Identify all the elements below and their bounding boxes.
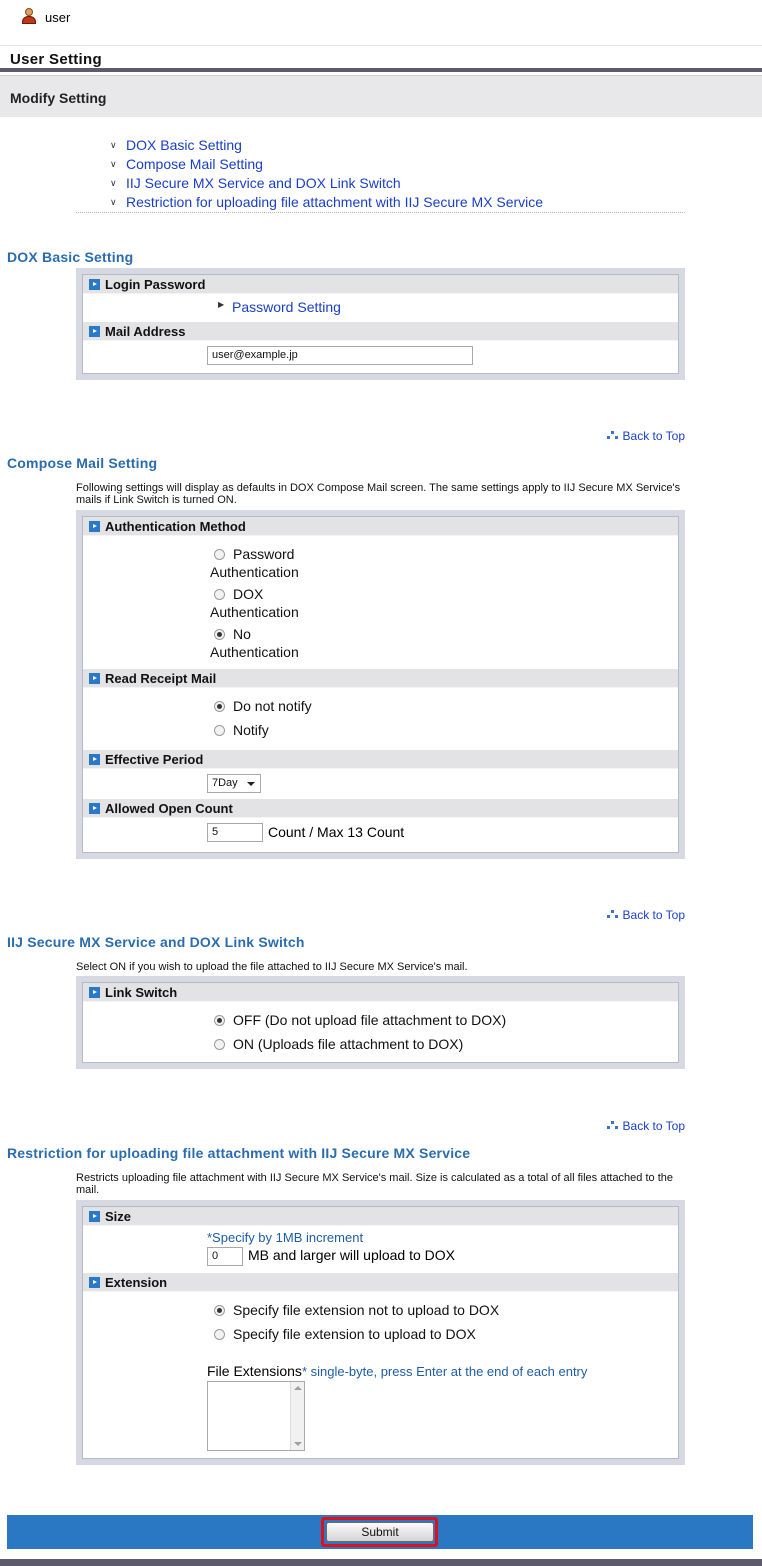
radio-button[interactable]: [214, 725, 225, 736]
scrollbar[interactable]: [290, 1382, 304, 1450]
scroll-down-icon: [294, 1442, 302, 1446]
bottom-divider: [0, 1559, 762, 1566]
size-suffix: MB and larger will upload to DOX: [248, 1247, 455, 1263]
chevron-down-icon: ∨: [110, 197, 117, 207]
select-value: 7Day: [212, 777, 238, 789]
chevron-down-icon: ∨: [110, 140, 117, 150]
back-to-top-label: Back to Top: [622, 1119, 685, 1133]
link-switch-description: Select ON if you wish to upload the file attached to IIJ Secure MX Service's mail.: [76, 961, 468, 973]
back-to-top-icon: [607, 1121, 619, 1131]
user-bar: [0, 0, 762, 46]
radio-label: Notify: [233, 722, 269, 738]
open-count-suffix: Count / Max 13 Count: [268, 824, 405, 840]
divider: [76, 212, 685, 213]
file-extensions-label: [207, 1363, 587, 1379]
back-to-top-link[interactable]: [607, 429, 685, 443]
open-count-input[interactable]: 5: [207, 823, 263, 842]
file-extensions-textarea[interactable]: [207, 1381, 305, 1451]
radio-label-continued: Authentication: [210, 564, 299, 580]
file-extensions-text: File Extensions: [207, 1363, 302, 1379]
mail-address-input[interactable]: user@example.jp: [207, 346, 473, 365]
size-note: *Specify by 1MB increment: [207, 1230, 364, 1245]
mail-address-header: [83, 322, 678, 341]
back-to-top-label: Back to Top: [622, 429, 685, 443]
open-count-header: [83, 799, 678, 818]
radio-button-selected[interactable]: [214, 1305, 225, 1316]
auth-option-none[interactable]: [210, 626, 251, 642]
extension-label: Extension: [105, 1275, 168, 1290]
radio-button-selected[interactable]: [214, 701, 225, 712]
radio-button-selected[interactable]: [214, 629, 225, 640]
size-label: Size: [105, 1209, 132, 1224]
auth-option-dox[interactable]: [210, 586, 263, 602]
toc-item-basic[interactable]: [110, 136, 543, 155]
size-input[interactable]: 0: [207, 1247, 243, 1266]
radio-label: Specify file extension to upload to DOX: [233, 1326, 476, 1342]
file-extensions-note: * single-byte, press Enter at the end of each entry: [301, 1364, 588, 1379]
arrow-right-icon: [89, 987, 100, 998]
radio-label: Do not notify: [233, 698, 312, 714]
receipt-option-do-not-notify[interactable]: [210, 698, 312, 714]
arrow-right-icon: [89, 521, 100, 532]
section-heading-compose: Compose Mail Setting: [7, 455, 158, 471]
auth-method-label: Authentication Method: [105, 519, 246, 534]
radio-label: No: [233, 626, 251, 642]
effective-period-select[interactable]: [207, 774, 261, 793]
radio-button[interactable]: [214, 549, 225, 560]
read-receipt-label: Read Receipt Mail: [105, 671, 217, 686]
table-of-contents: [110, 136, 543, 212]
radio-label: Specify file extension not to upload to DOX: [233, 1302, 500, 1318]
mail-address-label: Mail Address: [105, 324, 186, 339]
basic-setting-panel: [76, 268, 685, 380]
toc-item-compose[interactable]: [110, 155, 543, 174]
back-to-top-icon: [607, 910, 619, 920]
page-title-bar: [0, 47, 762, 72]
login-password-header: [83, 275, 678, 294]
section-heading-basic: DOX Basic Setting: [7, 249, 134, 265]
toc-item-restriction[interactable]: [110, 193, 543, 212]
toc-link-link-switch[interactable]: IIJ Secure MX Service and DOX Link Switch: [126, 175, 401, 191]
extension-header: [83, 1273, 678, 1292]
password-setting-link[interactable]: Password Setting: [232, 299, 341, 315]
ext-option-upload[interactable]: [210, 1326, 476, 1342]
arrow-right-icon: [89, 1211, 100, 1222]
triangle-right-icon: ▶: [218, 300, 225, 309]
section-heading-link-switch: IIJ Secure MX Service and DOX Link Switch: [7, 934, 305, 950]
chevron-down-icon: ∨: [110, 159, 117, 169]
arrow-right-icon: [89, 754, 100, 765]
back-to-top-link[interactable]: [607, 908, 685, 922]
radio-button-selected[interactable]: [214, 1015, 225, 1026]
section-heading-restriction: Restriction for uploading file attachment with IIJ Secure MX Service: [7, 1145, 471, 1161]
read-receipt-header: [83, 669, 678, 688]
back-to-top-label: Back to Top: [622, 908, 685, 922]
receipt-option-notify[interactable]: [210, 722, 269, 738]
back-to-top-icon: [607, 431, 619, 441]
arrow-right-icon: [89, 803, 100, 814]
open-count-label: Allowed Open Count: [105, 801, 233, 816]
restriction-panel: [76, 1200, 685, 1465]
scroll-up-icon: [294, 1386, 302, 1390]
radio-label: ON (Uploads file attachment to DOX): [233, 1036, 464, 1052]
arrow-right-icon: [89, 279, 100, 290]
toc-link-restriction[interactable]: Restriction for uploading file attachment with IIJ Secure MX Service: [126, 194, 544, 210]
radio-button[interactable]: [214, 589, 225, 600]
size-header: [83, 1207, 678, 1226]
auth-method-header: [83, 517, 678, 536]
arrow-right-icon: [89, 673, 100, 684]
arrow-right-icon: [89, 1277, 100, 1288]
effective-period-header: [83, 750, 678, 769]
radio-button[interactable]: [214, 1039, 225, 1050]
compose-setting-panel: [76, 510, 685, 859]
radio-label: OFF (Do not upload file attachment to DOX): [233, 1012, 507, 1028]
dropdown-arrow-icon: [247, 782, 255, 786]
effective-period-label: Effective Period: [105, 752, 204, 767]
login-password-label: Login Password: [105, 277, 206, 292]
page-title: User Setting: [10, 51, 102, 68]
arrow-right-icon: [89, 326, 100, 337]
link-switch-header: [83, 983, 678, 1002]
radio-label-continued: Authentication: [210, 644, 299, 660]
page-subtitle: Modify Setting: [10, 90, 107, 106]
link-switch-label: Link Switch: [105, 985, 178, 1000]
toc-link-basic[interactable]: DOX Basic Setting: [126, 137, 242, 153]
radio-label: Password: [233, 546, 295, 562]
user-icon: [22, 8, 36, 24]
radio-button[interactable]: [214, 1329, 225, 1340]
back-to-top-link[interactable]: [607, 1119, 685, 1133]
restriction-description: Restricts uploading file attachment with IIJ Secure MX Service's mail. Size is calculated as a total of all files attached to the mail.: [76, 1172, 673, 1196]
link-option-on[interactable]: [210, 1036, 463, 1052]
subtitle-bar: [0, 75, 762, 117]
link-option-off[interactable]: [210, 1012, 506, 1028]
toc-link-compose[interactable]: Compose Mail Setting: [126, 156, 263, 172]
user-name: user: [45, 10, 71, 25]
submit-button[interactable]: Submit: [326, 1522, 434, 1542]
link-switch-panel: [76, 976, 685, 1069]
auth-option-password[interactable]: [210, 546, 294, 562]
chevron-down-icon: ∨: [110, 178, 117, 188]
radio-label-continued: Authentication: [210, 604, 299, 620]
radio-label: DOX: [233, 586, 264, 602]
toc-item-link-switch[interactable]: [110, 174, 543, 193]
ext-option-not-upload[interactable]: [210, 1302, 499, 1318]
compose-description: Following settings will display as defaults in DOX Compose Mail screen. The same settings apply to IIJ Secure MX Service's mails if Link Switch is turned ON.: [76, 482, 681, 506]
